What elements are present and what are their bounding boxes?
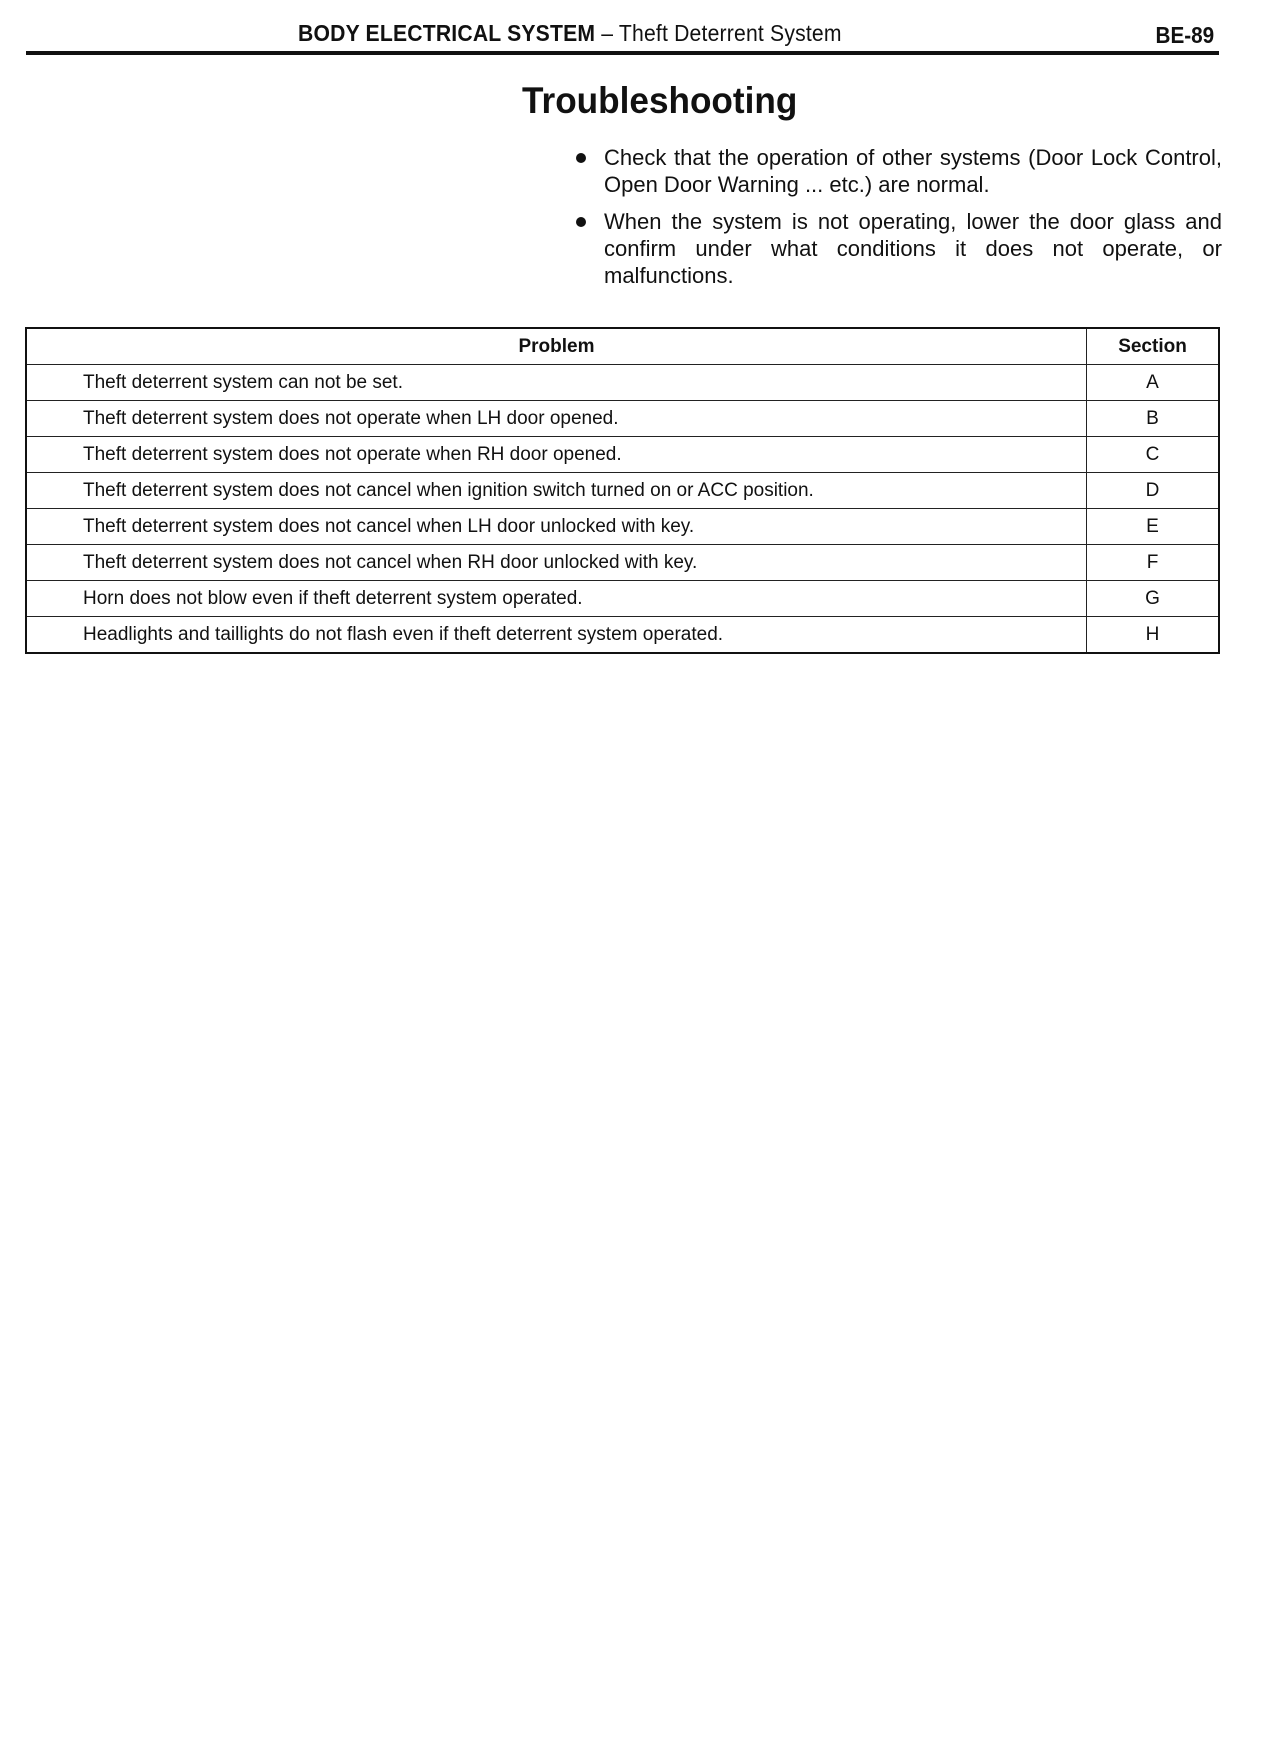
problem-cell: Headlights and taillights do not flash even if theft deterrent system operated. xyxy=(26,617,1087,654)
table-row xyxy=(26,401,1219,437)
section-cell: B xyxy=(1087,401,1220,437)
running-title-sub: Theft Deterrent System xyxy=(618,20,842,46)
running-head xyxy=(0,14,1280,50)
note-item xyxy=(572,144,1222,198)
header-rule xyxy=(26,51,1219,55)
section-cell: D xyxy=(1087,473,1220,509)
note-item xyxy=(572,208,1222,289)
note-text: When the system is not operating, lower the door glass and confirm under what conditions it does not operate, or malfunctions. xyxy=(604,209,1222,288)
problem-cell: Theft deterrent system does not cancel when RH door unlocked with key. xyxy=(26,545,1087,581)
notes-list xyxy=(572,144,1222,299)
bullet-icon xyxy=(576,153,586,163)
running-title-separator: – xyxy=(595,20,619,46)
section-cell: F xyxy=(1087,545,1220,581)
problem-cell: Theft deterrent system does not operate when RH door opened. xyxy=(26,437,1087,473)
table-row xyxy=(26,581,1219,617)
problem-cell: Theft deterrent system does not cancel when LH door unlocked with key. xyxy=(26,509,1087,545)
header-section: Section xyxy=(1087,328,1220,365)
problem-cell: Theft deterrent system does not cancel when ignition switch turned on or ACC position. xyxy=(26,473,1087,509)
bullet-icon xyxy=(576,217,586,227)
section-cell: H xyxy=(1087,617,1220,654)
header-problem: Problem xyxy=(26,328,1087,365)
running-title xyxy=(298,20,842,47)
table-row xyxy=(26,365,1219,401)
problem-cell: Theft deterrent system does not operate when LH door opened. xyxy=(26,401,1087,437)
table-row xyxy=(26,617,1219,654)
section-cell: A xyxy=(1087,365,1220,401)
page-number: BE-89 xyxy=(1155,22,1214,48)
problem-cell: Theft deterrent system can not be set. xyxy=(26,365,1087,401)
table-row xyxy=(26,473,1219,509)
section-cell: C xyxy=(1087,437,1220,473)
note-text: Check that the operation of other systems (Door Lock Control, Open Door Warning ... etc.) are normal. xyxy=(604,145,1222,197)
section-title: Troubleshooting xyxy=(522,80,798,121)
running-title-main: BODY ELECTRICAL SYSTEM xyxy=(298,20,596,46)
table-row xyxy=(26,545,1219,581)
section-cell: E xyxy=(1087,509,1220,545)
section-cell: G xyxy=(1087,581,1220,617)
problem-cell: Horn does not blow even if theft deterrent system operated. xyxy=(26,581,1087,617)
table-row xyxy=(26,437,1219,473)
troubleshooting-table xyxy=(25,327,1220,654)
table-row xyxy=(26,509,1219,545)
table-header-row xyxy=(26,328,1219,365)
